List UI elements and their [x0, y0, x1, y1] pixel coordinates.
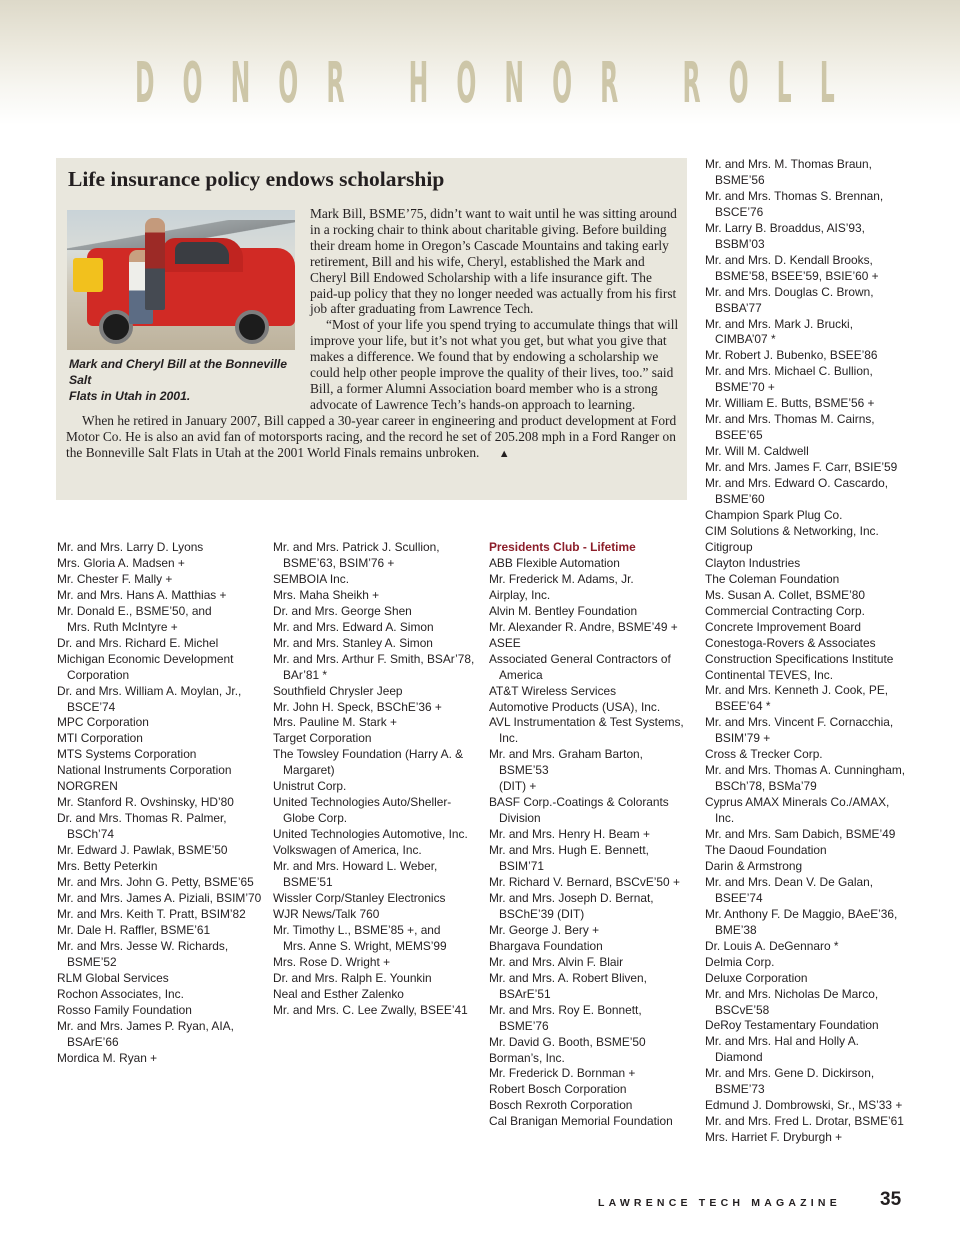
donor-entry: BASF Corp.-Coatings & Colorants Division — [489, 795, 669, 826]
donor-entry: Dr. and Mrs. Ralph E. Younkin — [273, 970, 432, 985]
donor-entry: Mr. and Mrs. Jesse W. Richards, BSME’52 — [57, 938, 229, 969]
donor-entry: Conestoga-Rovers & Associates — [705, 635, 876, 650]
donor-entry: United Technologies Auto/Sheller- Globe Corp. — [273, 795, 452, 826]
donor-entry: Mr. and Mrs. Stanley A. Simon — [273, 635, 433, 650]
donor-entry: DeRoy Testamentary Foundation — [705, 1018, 879, 1033]
banner-letter: R — [326, 50, 345, 116]
donor-entry: Dr. and Mrs. Richard E. Michel — [57, 635, 219, 650]
donor-entry: Rosso Family Foundation — [57, 1002, 192, 1017]
feature-title: Life insurance policy endows scholarship — [68, 167, 445, 191]
donor-entry: Mr. and Mrs. James A. Piziali, BSIM’70 — [57, 890, 262, 905]
donor-entry: Mr. Frederick D. Bornman + — [489, 1066, 636, 1081]
donor-entry: Mr. and Mrs. Larry D. Lyons — [57, 540, 204, 554]
donor-entry: Mr. Richard V. Bernard, BSCvE’50 + — [489, 875, 680, 890]
donor-entry: Cal Branigan Memorial Foundation — [489, 1114, 673, 1129]
donor-entry: Neal and Esther Zalenko — [273, 986, 404, 1001]
donor-entry: Mr. Will M. Caldwell — [705, 444, 809, 459]
donor-honor-roll-banner — [135, 50, 835, 116]
donor-entry: Airplay, Inc. — [489, 587, 551, 602]
donor-entry: Mr. and Mrs. James F. Carr, BSIE’59 — [705, 460, 898, 475]
donor-entry: Volkswagen of America, Inc. — [273, 843, 422, 858]
donor-entry: Mr. and Mrs. Edward A. Simon — [273, 619, 434, 634]
donor-entry: Mordica M. Ryan + — [57, 1050, 158, 1065]
donor-entry: Mr. Robert J. Bubenko, BSEE’86 — [705, 348, 878, 363]
donor-entry: Mr. and Mrs. Alvin F. Blair — [489, 954, 624, 969]
donor-entry: Cyprus AMAX Minerals Co./AMAX, Inc. — [705, 795, 890, 826]
donor-entry: Mr. Dale H. Raffler, BSME’61 — [57, 922, 211, 937]
donor-entry: Michigan Economic Development Corporation — [57, 651, 234, 682]
donor-entry: Ms. Susan A. Collet, BSME’80 — [705, 587, 865, 602]
donor-entry: Associated General Contractors of America — [489, 651, 671, 682]
donor-entry: Dr. and Mrs. George Shen — [273, 603, 412, 618]
donor-entry: Mr. and Mrs. Keith T. Pratt, BSIM’82 — [57, 906, 246, 921]
donor-entry: Mr. and Mrs. Thomas M. Cairns, BSEE’65 — [705, 412, 875, 443]
banner-letter: N — [504, 50, 525, 116]
donor-entry: Mrs. Gloria A. Madsen + — [57, 555, 185, 570]
donor-entry: Mr. David G. Booth, BSME’50 — [489, 1034, 646, 1049]
donor-entry: Mr. Donald E., BSME’50, and Mrs. Ruth McIntyre + — [57, 603, 212, 634]
donor-entry: Mr. and Mrs. D. Kendall Brooks, BSME’58, BSEE’59, BSIE’60 + — [705, 252, 879, 283]
donor-entry: Darin & Armstrong — [705, 858, 803, 873]
donor-entry: MTI Corporation — [57, 731, 143, 746]
donor-entry: Mr. Anthony F. De Maggio, BAeE’36, BME’38 — [705, 906, 898, 937]
donor-entry: Mr. and Mrs. Howard L. Weber, BSME’51 — [273, 859, 438, 890]
donor-entry: Automotive Products (USA), Inc. — [489, 699, 661, 714]
banner-letter: O — [552, 50, 573, 116]
donor-entry: Mr. and Mrs. Graham Barton, BSME’53 (DIT) + — [489, 747, 643, 794]
donor-entry: Commercial Contracting Corp. — [705, 603, 865, 618]
donor-entry: Mr. William E. Butts, BSME’56 + — [705, 396, 875, 411]
donor-entry: Target Corporation — [273, 731, 372, 746]
banner-letter: N — [230, 50, 251, 116]
donor-entry: Mr. and Mrs. Kenneth J. Cook, PE, BSEE’64 * — [705, 683, 889, 714]
donor-column-3 — [489, 540, 694, 1130]
end-mark-icon: ▲ — [498, 447, 510, 460]
banner-letter: L — [776, 50, 792, 116]
donor-entry: MTS Systems Corporation — [57, 747, 197, 762]
donor-entry: AVL Instrumentation & Test Systems, Inc. — [489, 715, 684, 746]
donor-entry: Mr. and Mrs. A. Robert Bliven, BSArE’51 — [489, 970, 647, 1001]
donor-column-2 — [273, 540, 478, 1019]
donor-entry: Champion Spark Plug Co. — [705, 507, 843, 522]
donor-entry: Mr. and Mrs. John G. Petty, BSME’65 — [57, 875, 254, 890]
section-heading: Presidents Club - Lifetime — [489, 540, 636, 554]
donor-entry: Mr. and Mrs. Mark J. Brucki, CIMBA’07 * — [705, 316, 853, 347]
donor-entry: Mr. Alexander R. Andre, BSME’49 + — [489, 619, 678, 634]
donor-entry: Mr. and Mrs. Arthur F. Smith, BSAr’78, BAr’81 * — [273, 651, 475, 682]
donor-entry: ASEE — [489, 635, 521, 650]
donor-entry: Mr. and Mrs. Hal and Holly A. Diamond — [705, 1034, 859, 1065]
donor-entry: Alvin M. Bentley Foundation — [489, 603, 638, 618]
donor-entry: Robert Bosch Corporation — [489, 1082, 627, 1097]
donor-entry: Mrs. Betty Peterkin — [57, 859, 158, 874]
donor-entry: Mr. and Mrs. James P. Ryan, AIA, BSArE’66 — [57, 1018, 234, 1049]
donor-entry: Mr. and Mrs. C. Lee Zwally, BSEE’41 — [273, 1002, 468, 1017]
donor-entry: Mr. and Mrs. Michael C. Bullion, BSME’70 + — [705, 364, 873, 395]
donor-entry: The Daoud Foundation — [705, 842, 827, 857]
donor-entry: MPC Corporation — [57, 715, 149, 730]
donor-entry: Mr. and Mrs. Thomas A. Cunningham, BSCh’78, BSMa’79 — [705, 763, 906, 794]
donor-entry: Mr. and Mrs. M. Thomas Braun, BSME’56 — [705, 157, 872, 187]
donor-entry: Mr. and Mrs. Douglas C. Brown, BSBA’77 — [705, 284, 874, 315]
donor-entry: Southfield Chrysler Jeep — [273, 683, 403, 698]
donor-entry: Unistrut Corp. — [273, 779, 347, 794]
donor-entry: RLM Global Services — [57, 970, 169, 985]
donor-entry: Wissler Corp/Stanley Electronics — [273, 890, 446, 905]
donor-entry: Bosch Rexroth Corporation — [489, 1098, 633, 1113]
banner-letter: H — [408, 50, 429, 116]
banner-letter: O — [182, 50, 203, 116]
donor-entry: Mr. Larry B. Broaddus, AIS’93, BSBM’03 — [705, 220, 865, 251]
story-paragraph-2: “Most of your life you spend trying to accumulate things that will improve your life, but it’s not what you get, but what you give that makes a difference. We found that by endowing a scholarship we could help other people improve the quality of their lives, too.” said Bill, a former Alumni Association board member who is a strong advocate of Lawrence Tech’s hands-on approach to learning. — [310, 317, 679, 412]
donor-entry: Mr. and Mrs. Thomas S. Brennan, BSCE’76 — [705, 188, 884, 219]
donor-entry: Mr. and Mrs. Hans A. Matthias + — [57, 587, 227, 602]
banner-letter — [372, 51, 380, 116]
page-number: 35 — [880, 1189, 902, 1210]
donor-entry: Mr. Chester F. Mally + — [57, 571, 173, 586]
donor-entry: Mr. and Mrs. Patrick J. Scullion, BSME’63, BSIM’76 + — [273, 540, 440, 570]
feature-sidebar — [56, 158, 687, 500]
donor-entry: Mr. and Mrs. Nicholas De Marco, BSCvE’58 — [705, 986, 879, 1017]
donor-entry: AT&T Wireless Services — [489, 683, 617, 698]
donor-entry: The Towsley Foundation (Harry A. & Margaret) — [273, 747, 464, 778]
donor-entry: Mr. Edward J. Pawlak, BSME’50 — [57, 843, 228, 858]
banner-letter: O — [728, 50, 749, 116]
banner-letter: O — [278, 50, 299, 116]
donor-entry: Borman’s, Inc. — [489, 1050, 565, 1065]
story-paragraph-3: When he retired in January 2007, Bill capped a 30-year career in engineering and product development at Ford Motor Co. He is also an avid fan of motorsports racing, and the record he set of 205.208 mph in a Ford Ranger on the Bonneville Salt Flats in Utah at the 2001 World Finals remains unbroken. ▲ — [66, 413, 682, 463]
donor-entry: Mr. and Mrs. Sam Dabich, BSME’49 — [705, 827, 896, 842]
donor-entry: Mr. George J. Bery + — [489, 922, 600, 937]
donor-entry: Continental TEVES, Inc. — [705, 667, 834, 682]
donor-entry: Mr. Frederick M. Adams, Jr. — [489, 571, 634, 586]
donor-entry: Mr. and Mrs. Gene D. Dickirson, BSME’73 — [705, 1066, 875, 1097]
donor-entry: ABB Flexible Automation — [489, 555, 620, 570]
donor-entry: NORGREN — [57, 779, 118, 794]
donor-column-4 — [705, 157, 910, 1146]
donor-entry: Dr. Louis A. DeGennaro * — [705, 938, 839, 953]
donor-entry: Mr. and Mrs. Edward O. Cascardo, BSME’60 — [705, 476, 889, 507]
story-paragraph-1: Mark Bill, BSME’75, didn’t want to wait until he was sitting around in a rocking chair to think about charitable giving. Before building their dream home in Oregon’s Cascade Mountains and taking early retirement, Bill and his wife, Cheryl, established the Mark and Cheryl Bill Endowed Scholarship with a life insurance gift. The paid-up policy that they no longer needed was actually from his first job after graduating from Lawrence Tech. — [310, 206, 677, 317]
donor-entry: Mrs. Pauline M. Stark + — [273, 715, 397, 730]
donor-entry: Mr. Stanford R. Ovshinsky, HD’80 — [57, 795, 234, 810]
banner-letter: R — [682, 50, 701, 116]
donor-entry: Mrs. Harriet F. Dryburgh + — [705, 1130, 843, 1145]
donor-entry: Mrs. Maha Sheikh + — [273, 587, 380, 602]
donor-entry: Mr. and Mrs. Vincent F. Cornacchia, BSIM’79 + — [705, 715, 894, 746]
donor-entry: Mr. John H. Speck, BSChE’36 + — [273, 699, 442, 714]
donor-entry: The Coleman Foundation — [705, 571, 840, 586]
banner-letter: O — [456, 50, 477, 116]
donor-entry: Mr. and Mrs. Henry H. Beam + — [489, 827, 650, 842]
donor-entry: Mr. and Mrs. Dean V. De Galan, BSEE’74 — [705, 874, 874, 905]
donor-entry: Cross & Trecker Corp. — [705, 747, 823, 762]
donor-entry: Mr. and Mrs. Joseph D. Bernat, BSChE’39 (DIT) — [489, 890, 654, 921]
banner-letter — [646, 51, 654, 116]
donor-entry: United Technologies Automotive, Inc. — [273, 827, 468, 842]
donor-entry: Mrs. Rose D. Wright + — [273, 954, 391, 969]
donor-entry: Dr. and Mrs. Thomas R. Palmer, BSCh’74 — [57, 811, 227, 842]
magazine-name: LAWRENCE TECH MAGAZINE — [598, 1197, 841, 1209]
donor-entry: Mr. and Mrs. Hugh E. Bennett, BSIM’71 — [489, 843, 649, 874]
race-truck-photo — [67, 210, 295, 350]
donor-entry: Mr. and Mrs. Fred L. Drotar, BSME’61 — [705, 1114, 904, 1129]
banner-letter: L — [819, 50, 835, 116]
donor-entry: Dr. and Mrs. William A. Moylan, Jr., BSCE’74 — [57, 683, 242, 714]
donor-entry: Bhargava Foundation — [489, 938, 603, 953]
banner-letter: D — [135, 50, 155, 116]
donor-entry: Rochon Associates, Inc. — [57, 986, 184, 1001]
donor-entry: CIM Solutions & Networking, Inc. — [705, 523, 879, 538]
donor-entry: Mr. Timothy L., BSME’85 +, and Mrs. Anne S. Wright, MEMS’99 — [273, 922, 447, 953]
donor-entry: Mr. and Mrs. Roy E. Bonnett, BSME’76 — [489, 1002, 642, 1033]
donor-entry: National Instruments Corporation — [57, 763, 232, 778]
donor-entry: Citigroup — [705, 539, 753, 554]
donor-entry: Deluxe Corporation — [705, 970, 808, 985]
donor-entry: SEMBOIA Inc. — [273, 571, 349, 586]
donor-entry: Construction Specifications Institute — [705, 651, 894, 666]
donor-column-1 — [57, 540, 262, 1066]
donor-entry: WJR News/Talk 760 — [273, 906, 380, 921]
photo-caption: Mark and Cheryl Bill at the Bonneville Salt Flats in Utah in 2001. — [69, 357, 288, 403]
donor-entry: Clayton Industries — [705, 555, 801, 570]
donor-entry: Concrete Improvement Board — [705, 619, 861, 634]
donor-entry: Edmund J. Dombrowski, Sr., MS’33 + — [705, 1098, 903, 1113]
banner-letter: R — [600, 50, 619, 116]
donor-entry: Delmia Corp. — [705, 954, 775, 969]
